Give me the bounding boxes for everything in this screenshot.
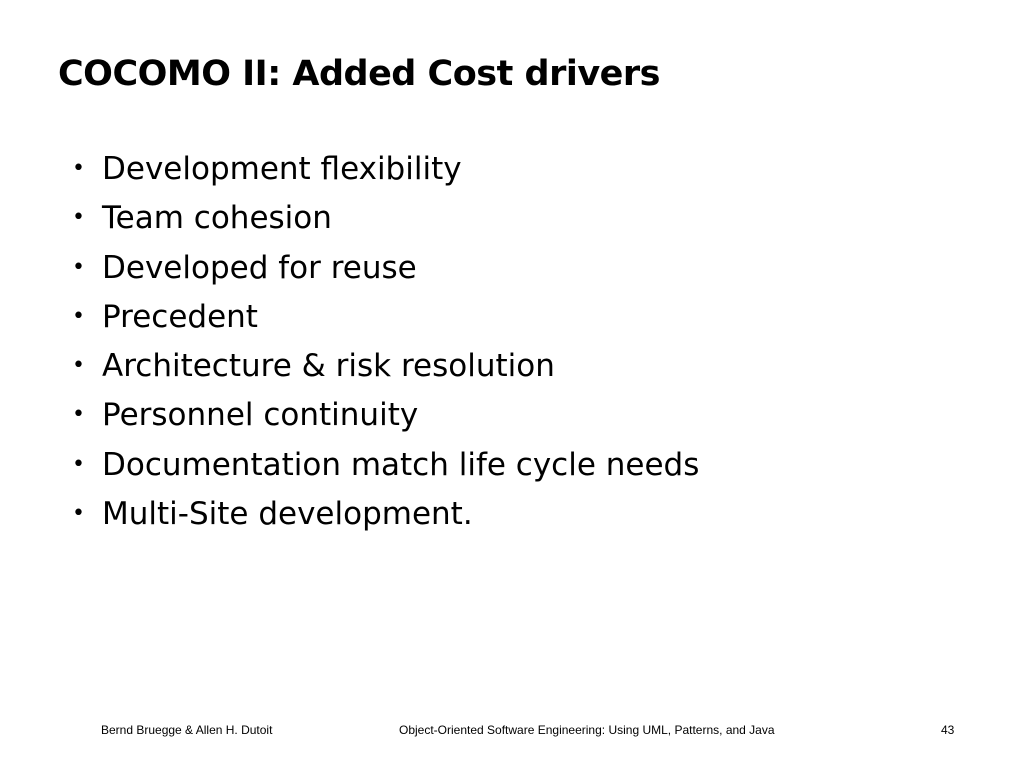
bullet-icon: •	[72, 353, 85, 379]
bullet-text: Precedent	[102, 298, 258, 335]
bullet-icon: •	[72, 303, 85, 329]
footer-book-title: Object-Oriented Software Engineering: Using UML, Patterns, and Java	[399, 723, 775, 737]
bullet-icon: •	[72, 156, 85, 181]
bullet-icon: •	[72, 402, 85, 428]
bullet-text: Development flexibility	[102, 151, 462, 187]
bullet-text: Documentation match life cycle needs	[102, 446, 700, 483]
bullet-text: Architecture & risk resolution	[102, 348, 555, 385]
slide-title: COCOMO II: Added Cost drivers	[58, 54, 660, 94]
bullet-text: Multi-Site development.	[102, 496, 473, 533]
bullet-icon: •	[72, 501, 85, 527]
bullet-icon: •	[72, 205, 85, 231]
bullet-icon: •	[72, 254, 85, 280]
bullet-text: Personnel continuity	[102, 397, 419, 434]
footer-authors: Bernd Bruegge & Allen H. Dutoit	[101, 723, 273, 737]
footer-page-number: 43	[941, 723, 955, 737]
bullet-icon: •	[72, 451, 85, 477]
bullet-text: Developed for reuse	[102, 249, 417, 286]
bullet-text: Team cohesion	[102, 200, 332, 237]
